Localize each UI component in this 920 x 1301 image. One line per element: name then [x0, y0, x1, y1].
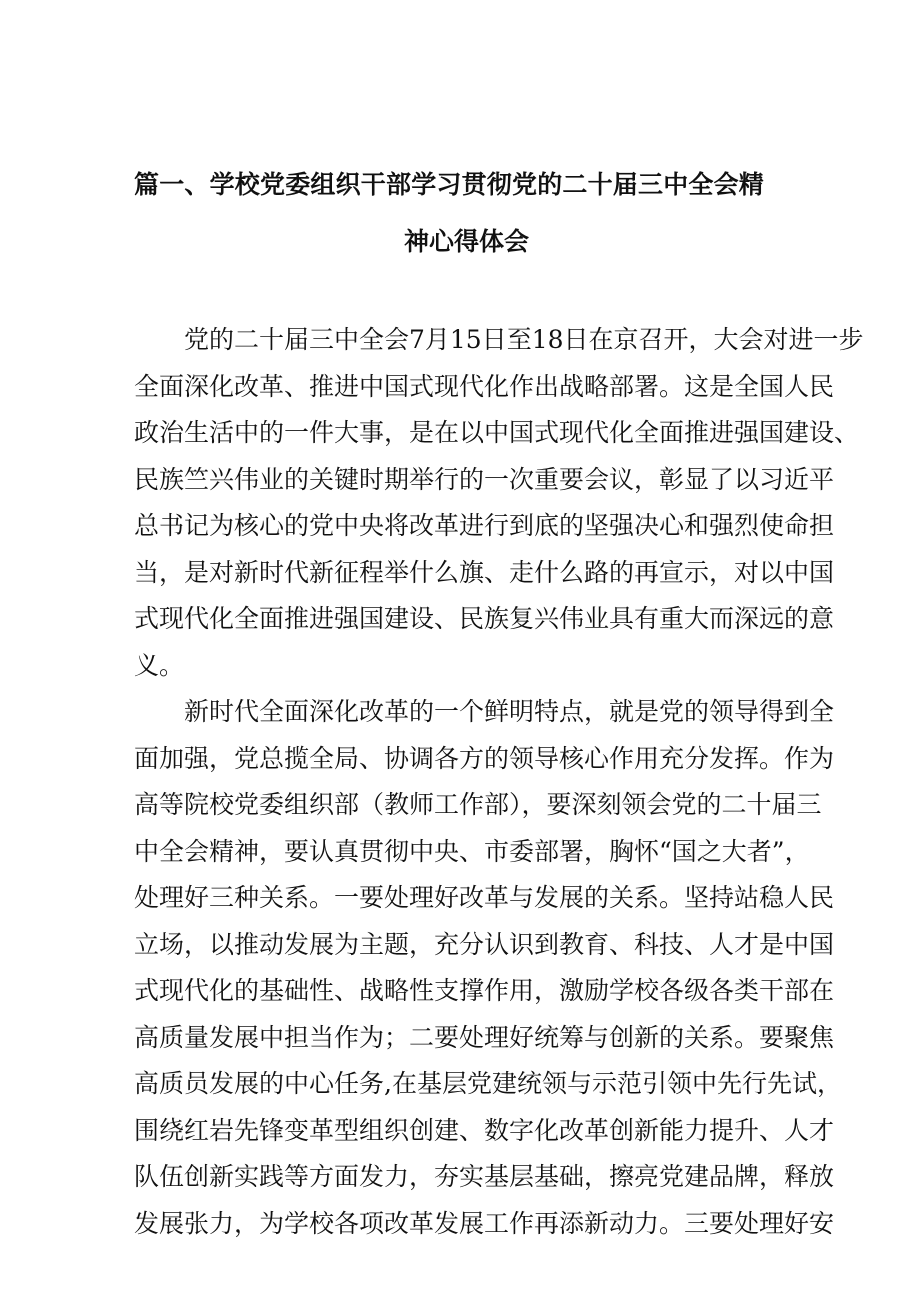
paragraph-1-line-2: 全面深化改革、推进中国式现代化作出战略部署。这是全国人民: [134, 372, 835, 401]
paragraph-2-line-10: 围绕红岩先锋变革型组织创建、数字化改革创新能力提升、人才: [134, 1116, 835, 1145]
paragraph-1-line-5: 总书记为核心的党中央将改革进行到底的坚强决心和强烈使命担: [134, 511, 835, 540]
paragraph-2-line-8: 高质量发展中担当作为；二要处理好统筹与创新的关系。要聚焦: [134, 1023, 835, 1052]
paragraph-2-line-2: 面加强，党总揽全局、协调各方的领导核心作用充分发挥。作为: [134, 744, 835, 773]
paragraph-1-line-1: 党的二十届三中全会7月15日至18日在京召开，大会对进一步: [184, 325, 864, 354]
paragraph-2-line-6: 立场，以推动发展为主题，充分认识到教育、科技、人才是中国: [134, 930, 835, 959]
paragraph-2-line-3: 高等院校党委组织部（教师工作部），要深刻领会党的二十届三: [134, 790, 822, 819]
paragraph-1-line-4: 民族竺兴伟业的关键时期举行的一次重要会议，彰显了以习近平: [134, 465, 835, 494]
document-title-line-2: 神心得体会: [404, 227, 530, 256]
document-title-line-1: 篇一、学校党委组织干部学习贯彻党的二十届三中全会精: [134, 170, 765, 199]
paragraph-2-line-7: 式现代化的基础性、战略性支撑作用，激励学校各级各类干部在: [134, 976, 835, 1005]
paragraph-1-line-6: 当，是对新时代新征程举什么旗、走什么路的再宣示，对以中国: [134, 558, 835, 587]
paragraph-1-line-8: 义。: [134, 651, 185, 680]
paragraph-1-line-3: 政治生活中的一件大事，是在以中国式现代化全面推进强国建设、: [134, 418, 860, 447]
paragraph-2-line-4: 中全会精神，要认真贯彻中央、市委部署，胸怀“国之大者”，: [134, 837, 810, 866]
paragraph-2-line-12: 发展张力，为学校各项改革发展工作再添新动力。三要处理好安: [134, 1209, 835, 1238]
paragraph-2-line-11: 队伍创新实践等方面发力，夯实基层基础，擦亮党建品牌，释放: [134, 1162, 835, 1191]
paragraph-1-line-7: 式现代化全面推进强国建设、民族复兴伟业具有重大而深远的意: [134, 604, 835, 633]
paragraph-2-line-5: 处理好三种关系。一要处理好改革与发展的关系。坚持站稳人民: [134, 883, 835, 912]
paragraph-2-line-9: 高质员发展的中心任务,在基层党建统领与示范引领中先行先试，: [134, 1069, 842, 1098]
paragraph-2-line-1: 新时代全面深化改革的一个鲜明特点，就是党的领导得到全: [184, 697, 835, 726]
